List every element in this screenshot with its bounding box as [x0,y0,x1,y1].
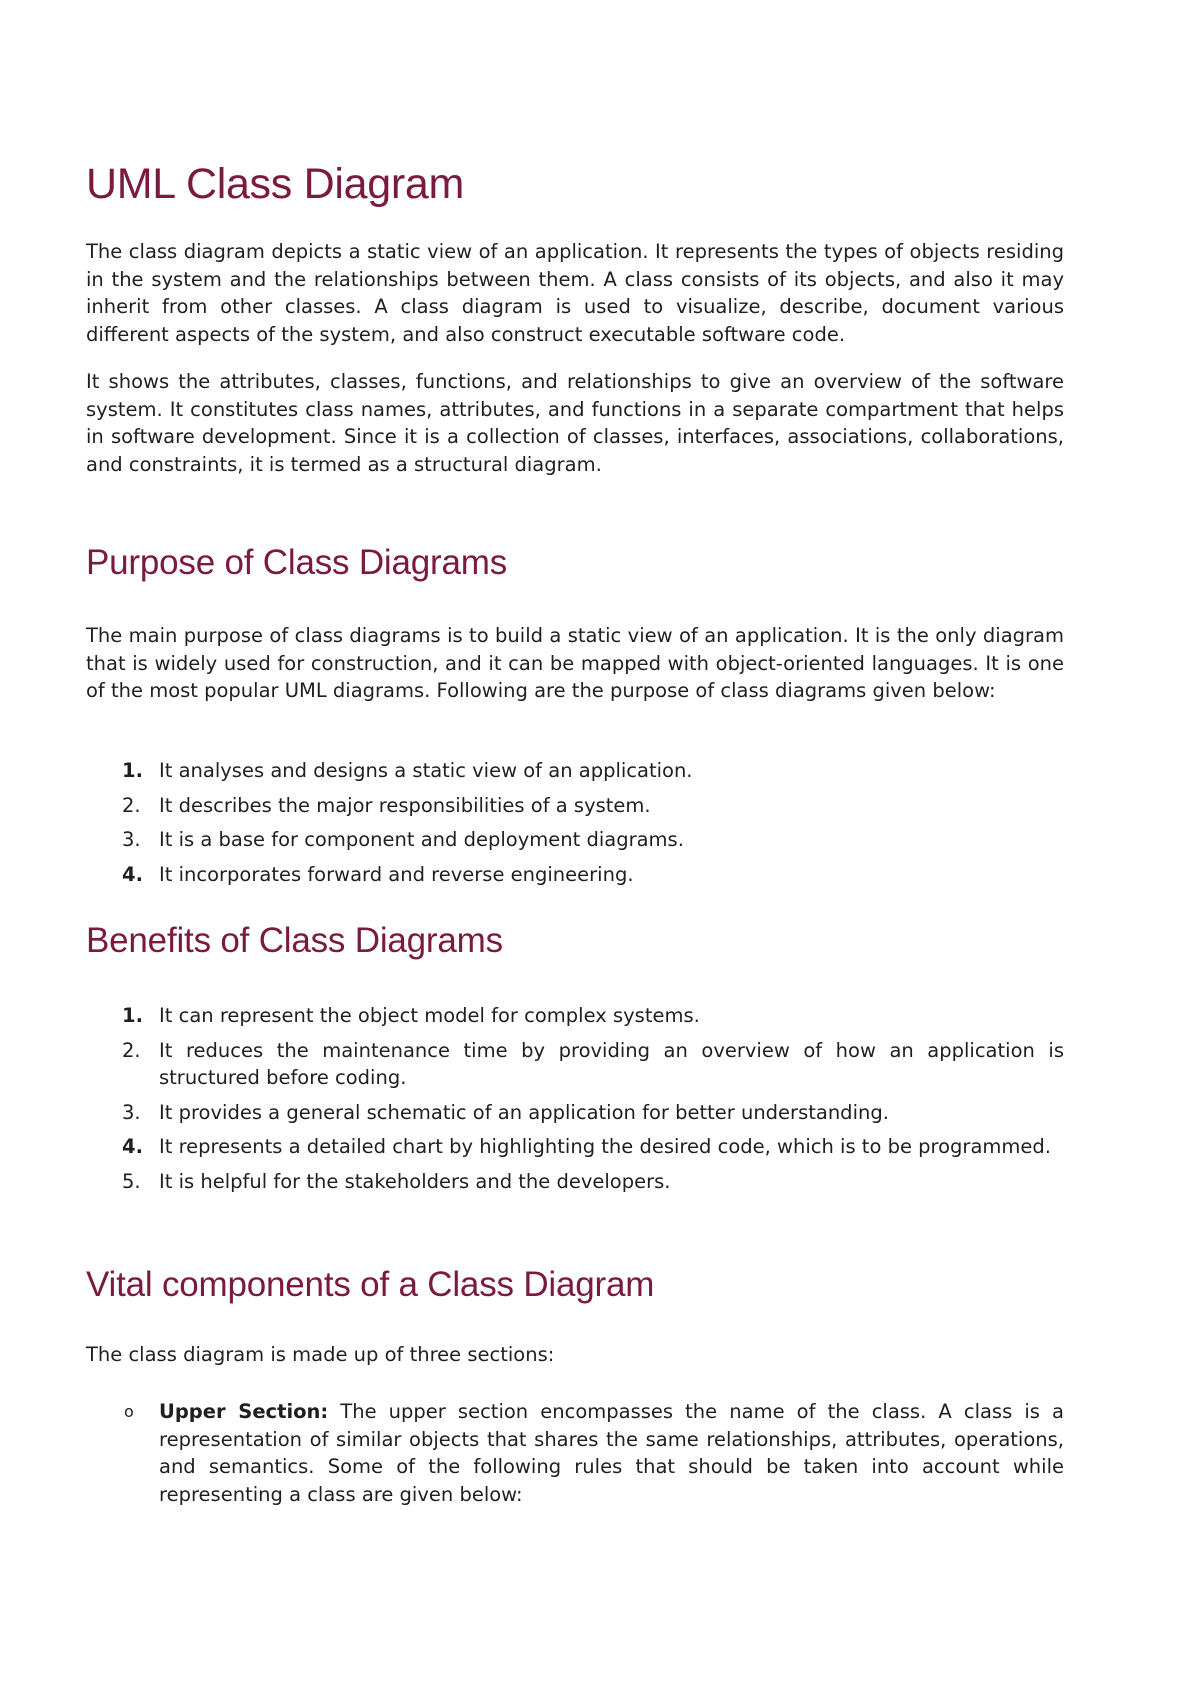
components-list [86,1398,1064,1508]
intro-paragraph-2: It shows the attributes, classes, functions, and relationships to give an overview of the software system. It constitutes class names, attributes, and functions in a separate compartment that helps in software development. Since it is a collection of classes, interfaces, associations, collaborations, and constraints, it is termed as a structural diagram. [86,370,1064,476]
purpose-list [86,757,1064,888]
components-paragraph: The class diagram is made up of three sections: [86,1343,555,1366]
list-number: 4. [122,1135,143,1158]
list-item-text: It is helpful for the stakeholders and the developers. [159,1169,671,1193]
benefits-section [86,919,1064,963]
list-bullet: o [124,1402,134,1421]
purpose-paragraph: The main purpose of class diagrams is to build a static view of an application. It is the only diagram that is widely used for construction, and it can be mapped with object-oriented languages. It is one of the most popular UML diagrams. Following are the purpose of class diagrams given below: [86,624,1064,702]
list-item-text: It incorporates forward and reverse engineering. [159,862,634,886]
purpose-heading: Purpose of Class Diagrams [86,543,507,582]
benefits-list [86,1002,1064,1195]
list-item-text: It reduces the maintenance time by providing an overview of how an application is structured before coding. [159,1038,1064,1089]
list-number: 1. [122,759,143,782]
list-item [86,1099,1064,1127]
list-number: 3. [122,1100,141,1124]
list-number: 2. [122,1038,141,1062]
components-section [86,1263,1064,1307]
list-item-text: The upper section encompasses the name of the class. A class is a representation of similar objects that shares the same relationships, attributes, operations, and semantics. Some of the following rules that should be taken into account while representing a class are given below: [159,1400,1064,1506]
list-number: 2. [122,793,141,817]
components-heading: Vital components of a Class Diagram [86,1265,655,1304]
purpose-list-container [86,757,1064,895]
list-item [86,757,1064,785]
list-number: 1. [122,1004,143,1027]
list-item [86,792,1064,820]
intro-paragraph-1: The class diagram depicts a static view of an application. It represents the types of objects residing in the system and the relationships between them. A class consists of its objects, and also it may inherit from other classes. A class diagram is used to visualize, describe, document various different aspects of the system, and also construct executable software code. [86,240,1064,346]
benefits-heading: Benefits of Class Diagrams [86,921,503,960]
list-item [86,1037,1064,1092]
components-body [86,1341,1064,1369]
list-item [86,1398,1064,1508]
list-item [86,826,1064,854]
list-number: 4. [122,862,143,886]
components-list-container [86,1398,1064,1508]
list-item-text: It is a base for component and deployment diagrams. [159,828,684,851]
list-item-text: It provides a general schematic of an application for better understanding. [159,1100,889,1124]
list-item [86,861,1064,889]
list-item-text: It analyses and designs a static view of an application. [159,759,693,782]
list-item-text: It represents a detailed chart by highlighting the desired code, which is to be programmed. [159,1135,1051,1158]
list-item-text: It describes the major responsibilities of a system. [159,793,651,817]
purpose-section [86,541,1064,585]
intro-section [86,238,1064,478]
list-item [86,1133,1064,1161]
list-number: 5. [122,1169,141,1193]
list-number: 3. [122,828,141,851]
page-title: UML Class Diagram [86,160,464,208]
list-item [86,1168,1064,1196]
purpose-body [86,622,1064,705]
list-item [86,1002,1064,1030]
benefits-list-container [86,1002,1064,1202]
list-item-label: Upper Section: [159,1400,329,1423]
list-item-text: It can represent the object model for complex systems. [159,1004,700,1027]
